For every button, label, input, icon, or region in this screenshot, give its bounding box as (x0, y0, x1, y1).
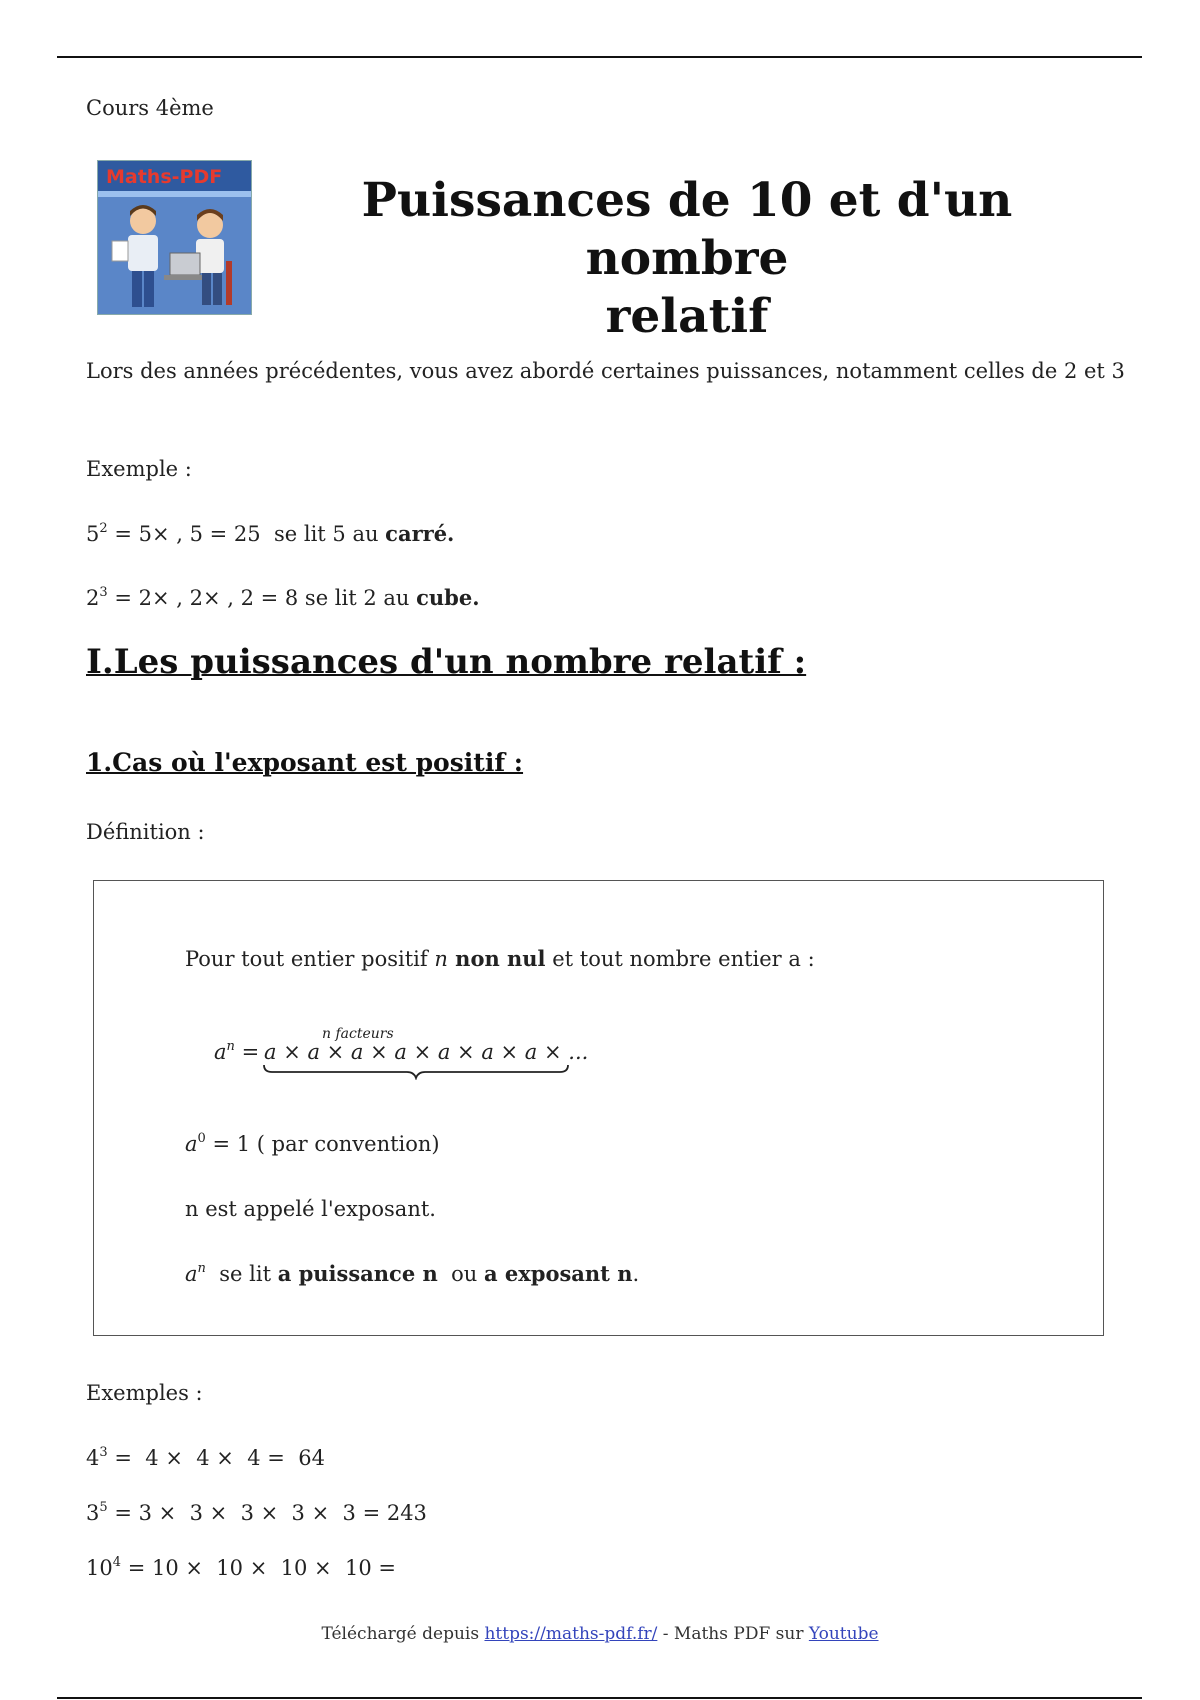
page-title (265, 172, 1109, 346)
read-bold-1: a puissance n (277, 1261, 438, 1286)
course-level: Cours 4ème (86, 96, 214, 120)
section-heading: I.Les puissances d'un nombre relatif : (86, 642, 807, 682)
power-formula (212, 1020, 632, 1080)
definition-label: Définition : (86, 820, 205, 844)
example-cube-expression: = 2× , 2× , 2 = 8 (107, 586, 299, 610)
calc-3-expression: = 10 × 10 × 10 × 10 = (121, 1556, 396, 1580)
logo-text: Maths-PDF (106, 166, 223, 188)
calc-2-base: 3 (86, 1501, 100, 1525)
title-line-2: relatif (605, 289, 769, 344)
calc-example-3 (86, 1552, 396, 1584)
definition-n: n (434, 947, 448, 971)
read-text-a: se lit (205, 1262, 278, 1286)
exponent-definition: n est appelé l'exposant. (185, 1197, 436, 1221)
example-square-base: 5 (86, 522, 100, 546)
read-bold-2: a exposant n (484, 1261, 633, 1286)
calc-example-1 (86, 1442, 325, 1474)
calc-2-expression: = 3 × 3 × 3 × 3 × 3 = 243 (107, 1501, 427, 1525)
subsection-heading: 1.Cas où l'exposant est positif : (86, 748, 524, 777)
example-square-read: se lit 5 au (260, 522, 386, 546)
svg-text:an = (214, 1039, 259, 1064)
zero-note: ( par convention) (250, 1132, 440, 1156)
example-square-exponent: 2 (99, 521, 108, 536)
read-text-b: ou (437, 1262, 484, 1286)
definition-text-b: et tout nombre entier a : (545, 947, 815, 971)
zero-base: a (185, 1132, 198, 1156)
examples-label: Exemples : (86, 1381, 203, 1405)
example-cube (86, 582, 480, 614)
read-base: a (185, 1262, 198, 1286)
formula-lhs-exponent: n (226, 1039, 235, 1054)
formula-equals: = (234, 1040, 260, 1064)
calc-1-base: 4 (86, 1446, 100, 1470)
example-cube-base: 2 (86, 586, 100, 610)
example-cube-word: cube. (416, 585, 480, 610)
maths-pdf-logo (97, 160, 252, 315)
footer-youtube-link[interactable]: Youtube (808, 1624, 879, 1644)
footer-site-link[interactable]: https://maths-pdf.fr/ (484, 1624, 658, 1644)
top-rule (57, 56, 1142, 58)
read-end: . (632, 1262, 640, 1286)
bottom-rule (57, 1697, 1142, 1699)
reading-rule (185, 1258, 639, 1290)
example-cube-read: se lit 2 au (298, 586, 417, 610)
formula-lhs-base: a (214, 1040, 227, 1064)
definition-text-a: Pour tout entier positif (185, 947, 435, 971)
example-square-expression: = 5× , 5 = 25 (107, 522, 261, 546)
calc-3-exponent: 4 (112, 1555, 122, 1570)
example-cube-exponent: 3 (99, 585, 108, 600)
calc-1-expression: = 4 × 4 × 4 = 64 (107, 1446, 325, 1470)
brace-label: n facteurs (322, 1026, 394, 1042)
definition-nonzero: non nul (447, 946, 546, 971)
example-square (86, 518, 454, 550)
formula-product: a × a × a × a × a × a × a × ... (264, 1040, 589, 1064)
footer-prefix: Téléchargé depuis (321, 1624, 485, 1644)
zero-exponent-rule (185, 1128, 440, 1160)
title-line-1: Puissances de 10 et d'un nombre (361, 173, 1013, 286)
read-exponent: n (197, 1261, 206, 1276)
definition-statement (185, 943, 815, 975)
intro-paragraph: Lors des années précédentes, vous avez abordé certaines puissances, notamment celles de 2 et 3 (86, 359, 1125, 383)
page-footer (0, 1621, 1200, 1647)
zero-expression: = 1 (205, 1132, 251, 1156)
example-square-word: carré. (385, 521, 455, 546)
calc-1-exponent: 3 (99, 1445, 108, 1460)
calc-3-base: 10 (86, 1556, 113, 1580)
underbrace (264, 1065, 568, 1078)
footer-middle: - Maths PDF sur (657, 1624, 809, 1644)
calc-2-exponent: 5 (99, 1500, 108, 1515)
calc-example-2 (86, 1497, 427, 1529)
example-label: Exemple : (86, 457, 192, 481)
zero-exponent: 0 (197, 1131, 206, 1146)
